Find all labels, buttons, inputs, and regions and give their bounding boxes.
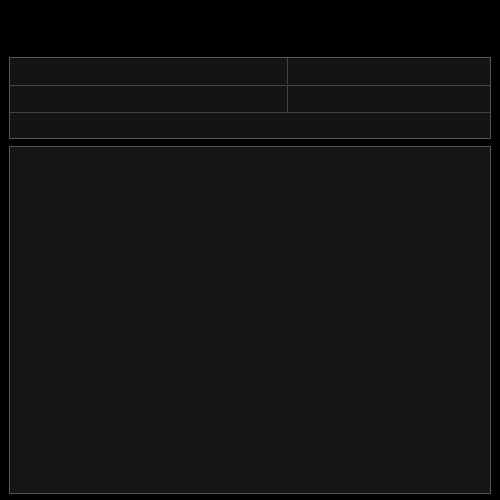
spec-table: [9, 57, 491, 139]
spec-row: [10, 85, 490, 112]
page-title: [0, 4, 500, 50]
spec-size: [288, 86, 490, 112]
spec-row: [10, 58, 490, 85]
spec-row: [10, 112, 490, 139]
parameters-table: [9, 146, 491, 494]
spec-battery: [10, 86, 288, 112]
spec-model: [10, 58, 288, 84]
spec-display: [288, 58, 490, 84]
spec-charging: [10, 113, 490, 139]
